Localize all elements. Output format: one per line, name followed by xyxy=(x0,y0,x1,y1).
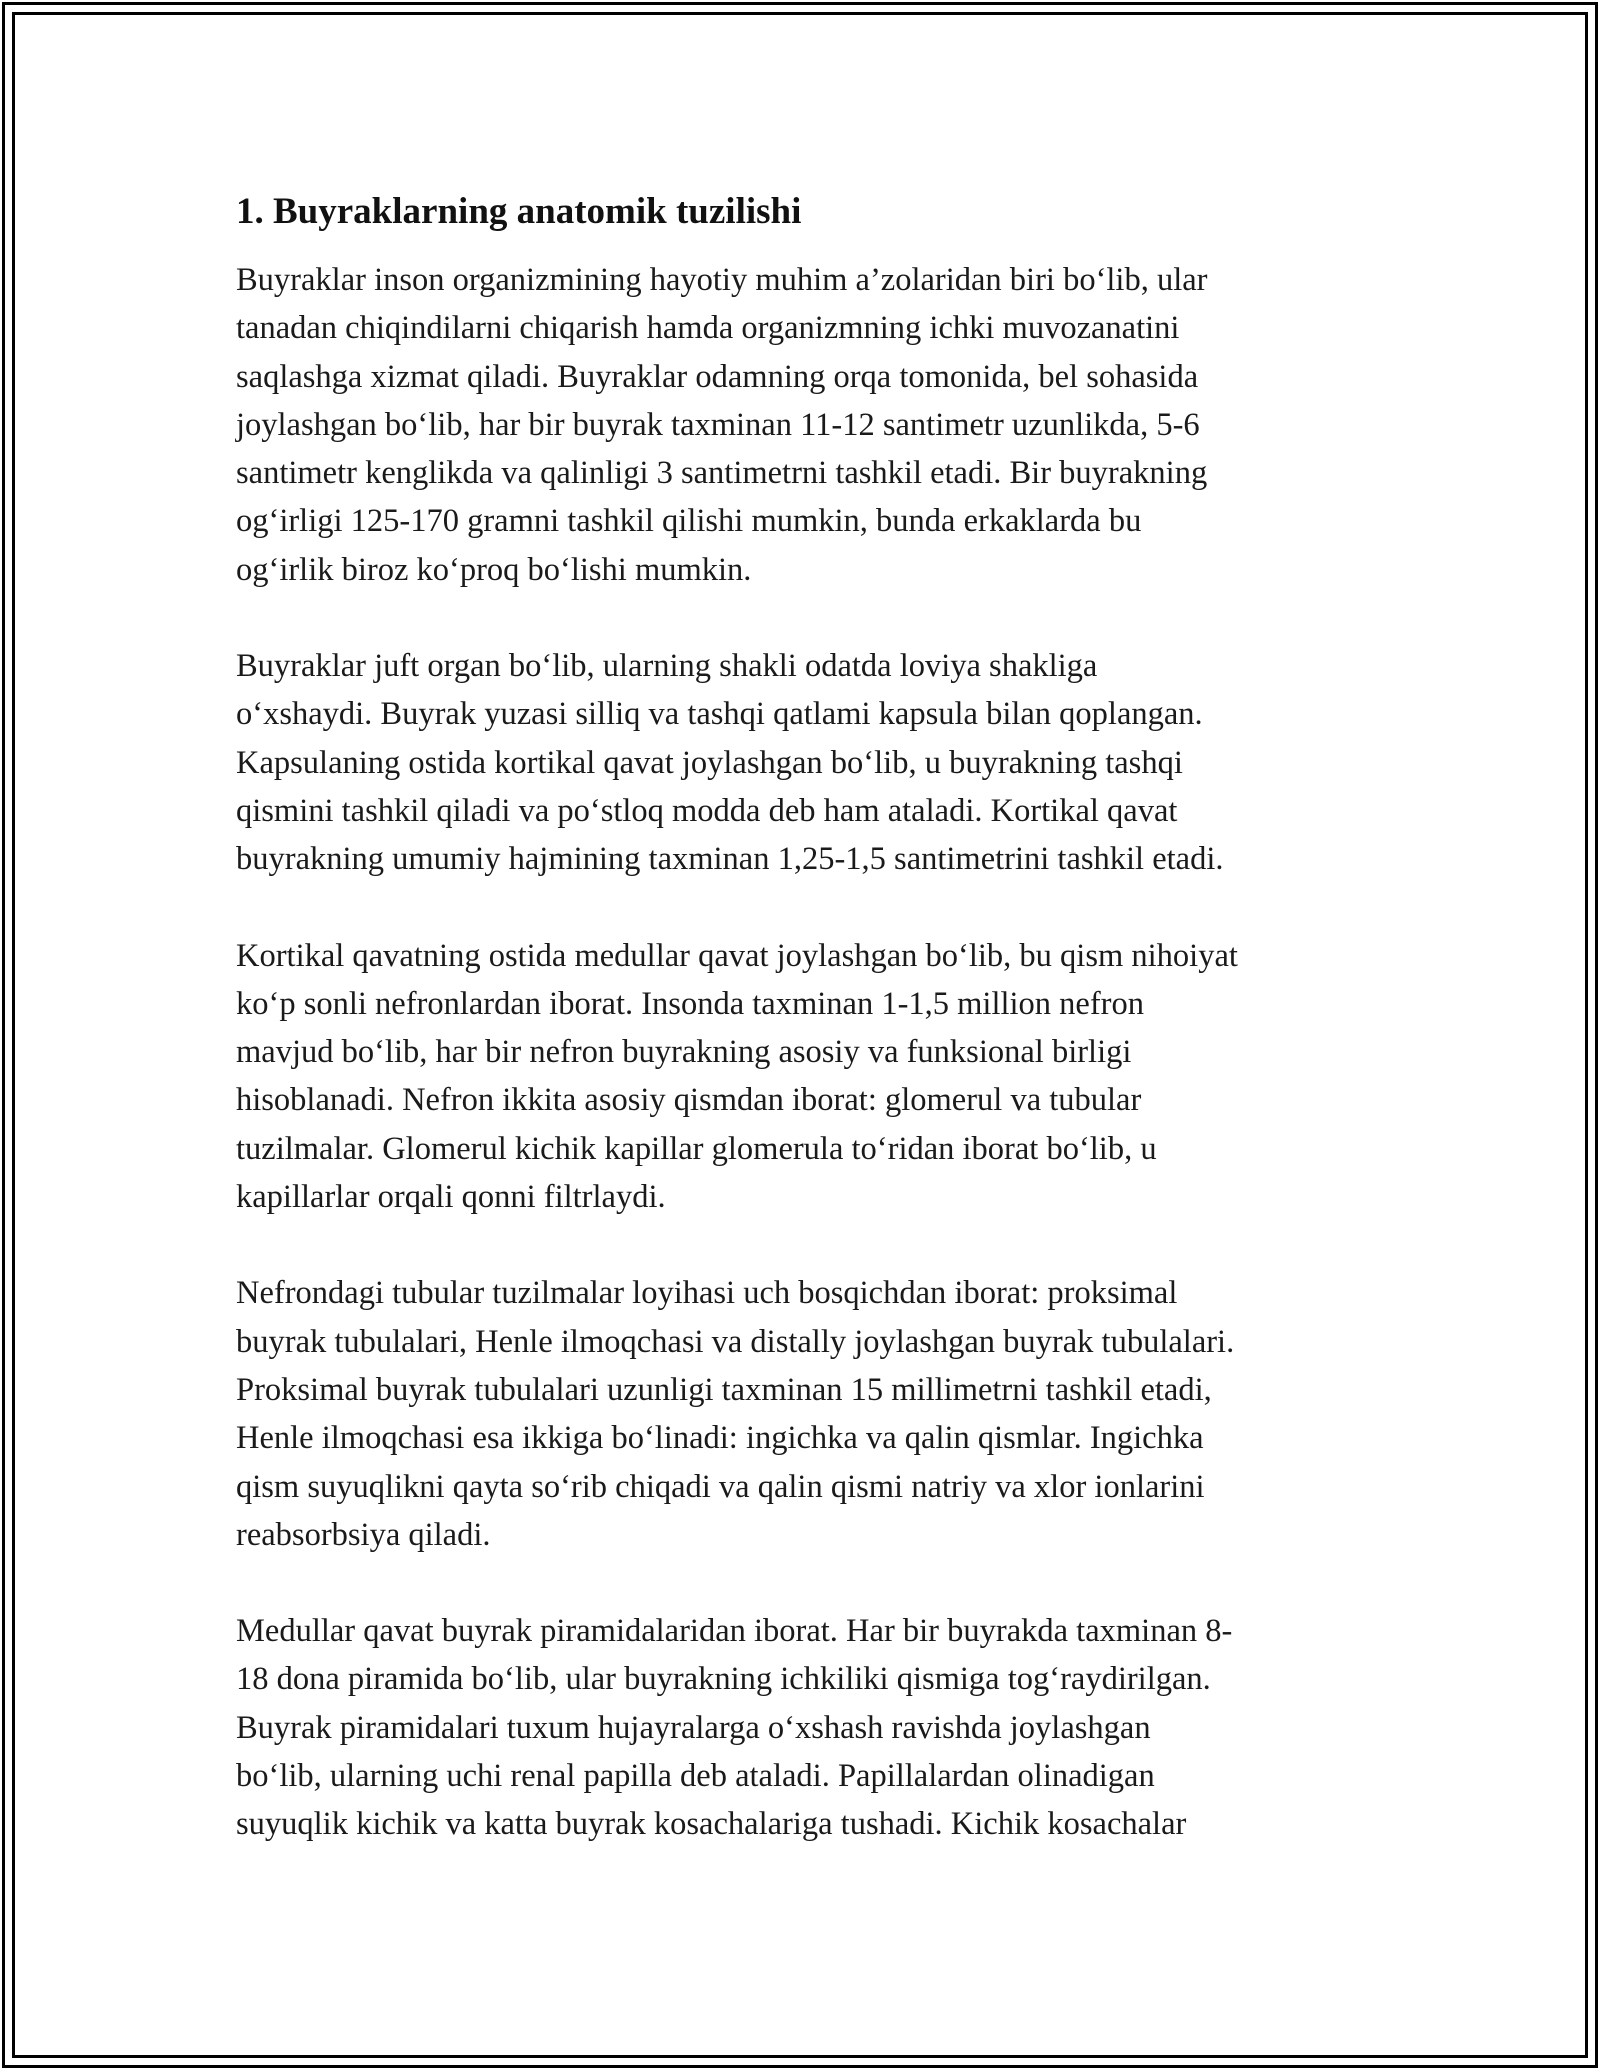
text-line: og‘irlik biroz ko‘proq bo‘lishi mumkin. xyxy=(236,551,752,588)
text-line: qismini tashkil qiladi va po‘stloq modda deb ham ataladi. Kortikal qavat xyxy=(236,792,1178,829)
paragraph-5 xyxy=(236,1607,1376,1848)
text-line: Buyraklar inson organizmining hayotiy muhim a’zolaridan biri bo‘lib, ular xyxy=(236,262,1208,298)
paragraph-2 xyxy=(236,642,1376,883)
text-line: tuzilmalar. Glomerul kichik kapillar glomerula to‘ridan iborat bo‘lib, u xyxy=(236,1130,1157,1167)
section-heading: 1. Buyraklarning anatomik tuzilishi xyxy=(236,191,802,232)
text-line: Medullar qavat buyrak piramidalaridan iborat. Har bir buyrakda taxminan 8- xyxy=(236,1613,1233,1650)
text-line: Henle ilmoqchasi esa ikkiga bo‘linadi: ingichka va qalin qismlar. Ingichka xyxy=(236,1420,1204,1457)
text-line: hisoblanadi. Nefron ikkita asosiy qismdan iborat: glomerul va tubular xyxy=(236,1082,1142,1119)
text-line: Buyrak piramidalari tuxum hujayralarga o‘xshash ravishda joylashgan xyxy=(236,1709,1151,1746)
text-line: reabsorbsiya qiladi. xyxy=(236,1516,491,1553)
text-line: santimetr kenglikda va qalinligi 3 santimetrni tashkil etadi. Bir buyrakning xyxy=(236,455,1208,492)
document-body xyxy=(236,188,1376,1897)
text-line: Kortikal qavatning ostida medullar qavat joylashgan bo‘lib, bu qism nihoiyat xyxy=(236,937,1238,974)
text-line: Buyraklar juft organ bo‘lib, ularning shakli odatda loviya shakliga xyxy=(236,648,1098,685)
paragraph-3 xyxy=(236,932,1376,1222)
paragraph-4 xyxy=(236,1269,1376,1559)
text-line: Kapsulaning ostida kortikal qavat joylashgan bo‘lib, u buyrakning tashqi xyxy=(236,744,1183,781)
text-line: tanadan chiqindilarni chiqarish hamda organizmning ichki muvozanatini xyxy=(236,310,1180,347)
text-line: buyrakning umumiy hajmining taxminan 1,25-1,5 santimetrini tashkil etadi. xyxy=(236,841,1224,878)
text-line: qism suyuqlikni qayta so‘rib chiqadi va qalin qismi natriy va xlor ionlarini xyxy=(236,1468,1205,1505)
text-line: buyrak tubulalari, Henle ilmoqchasi va distally joylashgan buyrak tubulalari. xyxy=(236,1323,1235,1360)
text-line: Proksimal buyrak tubulalari uzunligi taxminan 15 millimetrni tashkil etadi, xyxy=(236,1371,1212,1408)
text-line: saqlashga xizmat qiladi. Buyraklar odamning orqa tomonida, bel sohasida xyxy=(236,358,1199,395)
text-line: o‘xshaydi. Buyrak yuzasi silliq va tashqi qatlami kapsula bilan qoplangan. xyxy=(236,696,1203,733)
text-line: ko‘p sonli nefronlardan iborat. Insonda taxminan 1-1,5 million nefron xyxy=(236,985,1144,1022)
text-line: Nefrondagi tubular tuzilmalar loyihasi uch bosqichdan iborat: proksimal xyxy=(236,1275,1178,1312)
text-line: og‘irligi 125-170 gramni tashkil qilishi mumkin, bunda erkaklarda bu xyxy=(236,503,1142,540)
text-line: suyuqlik kichik va katta buyrak kosachalariga tushadi. Kichik kosachalar xyxy=(236,1806,1187,1843)
text-line: joylashgan bo‘lib, har bir buyrak taxminan 11-12 santimetr uzunlikda, 5-6 xyxy=(236,406,1200,443)
paragraph-1 xyxy=(236,256,1376,594)
text-line: bo‘lib, ularning uchi renal papilla deb ataladi. Papillalardan olinadigan xyxy=(236,1758,1155,1795)
text-line: 18 dona piramida bo‘lib, ular buyrakning ichkiliki qismiga tog‘raydirilgan. xyxy=(236,1661,1211,1698)
text-line: kapillarlar orqali qonni filtrlaydi. xyxy=(236,1179,666,1216)
text-line: mavjud bo‘lib, har bir nefron buyrakning asosiy va funksional birligi xyxy=(236,1034,1132,1071)
